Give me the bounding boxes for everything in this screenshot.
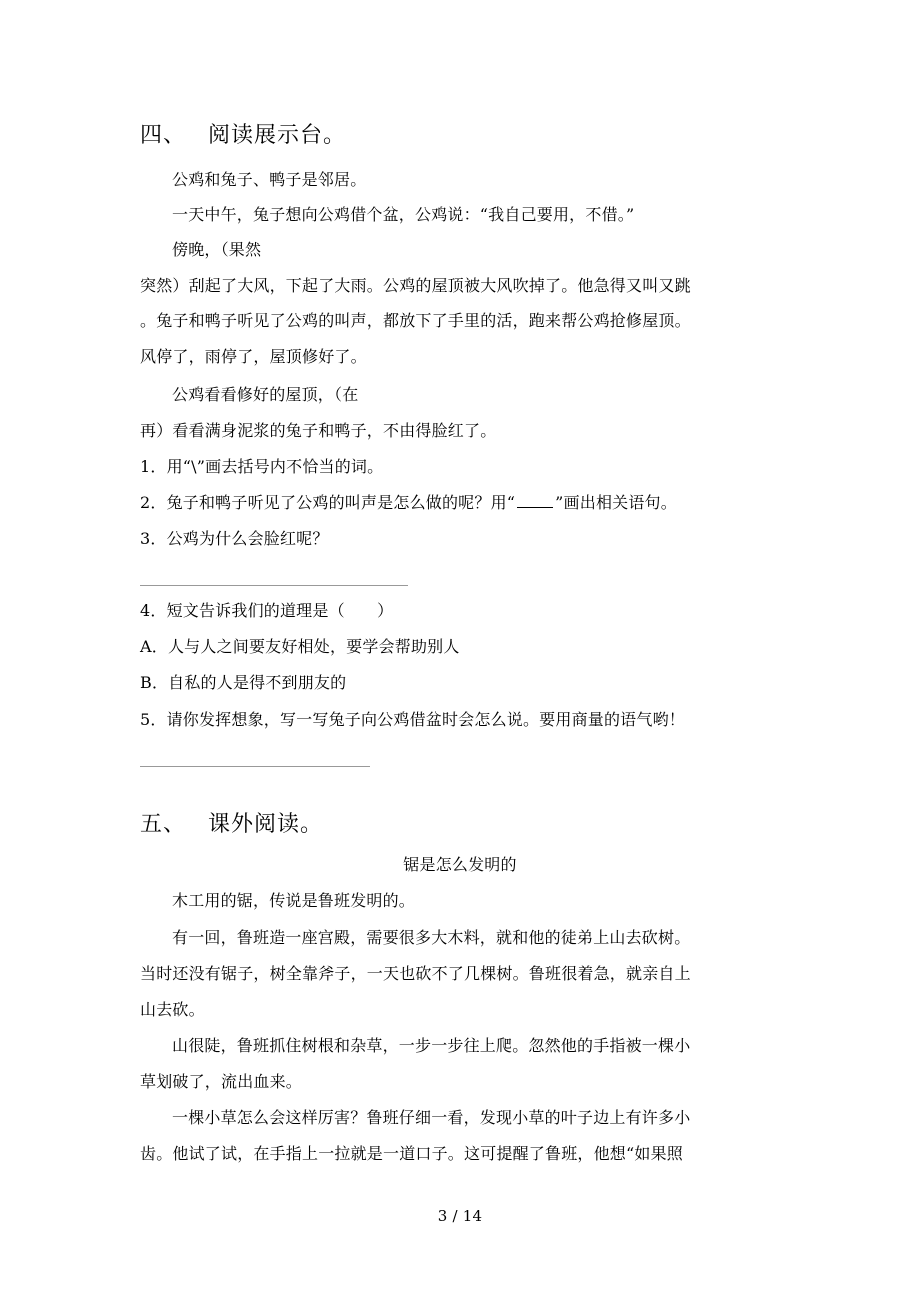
section4-heading-num: 四、 — [140, 123, 187, 148]
answer-line — [140, 766, 370, 767]
story-line: 。兔子和鸭子听见了公鸡的叫声，都放下了手里的活，跑来帮公鸡抢修屋顶。 — [140, 311, 691, 330]
section5-heading-num: 五、 — [140, 812, 187, 837]
story-line: 突然）刮起了大风，下起了大雨。公鸡的屋顶被大风吹掉了。他急得又叫又跳 — [140, 276, 691, 295]
article-line: 有一回，鲁班造一座宫殿，需要很多大木料，就和他的徒弟上山去砍树。 — [172, 928, 691, 947]
article-line: 齿。他试了试，在手指上一拉就是一道口子。这可提醒了鲁班，他想“如果照 — [140, 1144, 683, 1163]
section5-heading-text: 课外阅读。 — [208, 812, 324, 837]
question-2-after: ”画出相关语句。 — [555, 493, 677, 512]
story-line: 风停了，雨停了，屋顶修好了。 — [140, 347, 367, 366]
option-a: A．人与人之间要友好相处，要学会帮助别人 — [140, 637, 460, 656]
story-line: 公鸡和兔子、鸭子是邻居。 — [172, 170, 367, 189]
story-line: 一天中午，兔子想向公鸡借个盆，公鸡说：“我自己要用，不借。” — [172, 205, 635, 224]
article-line: 木工用的锯，传说是鲁班发明的。 — [172, 891, 416, 910]
question-1: 1．用“\”画去括号内不恰当的词。 — [140, 457, 384, 476]
section5-heading — [140, 811, 323, 839]
question-3: 3．公鸡为什么会脸红呢？ — [140, 529, 329, 548]
section4-heading — [140, 122, 346, 150]
answer-line — [140, 585, 408, 586]
article-line: 山去砍。 — [140, 1000, 205, 1019]
story-line: 公鸡看看修好的屋顶，（在 — [172, 385, 359, 404]
question-2 — [140, 493, 677, 513]
option-b: B．自私的人是得不到朋友的 — [140, 673, 347, 692]
section4-heading-text: 阅读展示台。 — [208, 123, 347, 148]
question-2-before: 2．兔子和鸭子听见了公鸡的叫声是怎么做的呢？用“ — [140, 493, 516, 512]
question-5: 5．请你发挥想象，写一写兔子向公鸡借盆时会怎么说。要用商量的语气哟！ — [140, 710, 685, 729]
story-line: 傍晚，（果然 — [172, 240, 262, 259]
page-number: 3 / 14 — [437, 1207, 483, 1225]
article-line: 当时还没有锯子，树全靠斧子，一天也砍不了几棵树。鲁班很着急，就亲自上 — [140, 964, 691, 983]
underline-sample — [517, 493, 553, 508]
article-title: 锯是怎么发明的 — [403, 855, 517, 874]
article-line: 草划破了，流出血来。 — [140, 1072, 303, 1091]
story-line: 再）看看满身泥浆的兔子和鸭子，不由得脸红了。 — [140, 421, 497, 440]
article-line: 一棵小草怎么会这样厉害？鲁班仔细一看，发现小草的叶子边上有许多小 — [172, 1108, 691, 1127]
article-line: 山很陡，鲁班抓住树根和杂草，一步一步往上爬。忽然他的手指被一棵小 — [172, 1036, 691, 1055]
question-4: 4．短文告诉我们的道理是（ ） — [140, 601, 394, 620]
